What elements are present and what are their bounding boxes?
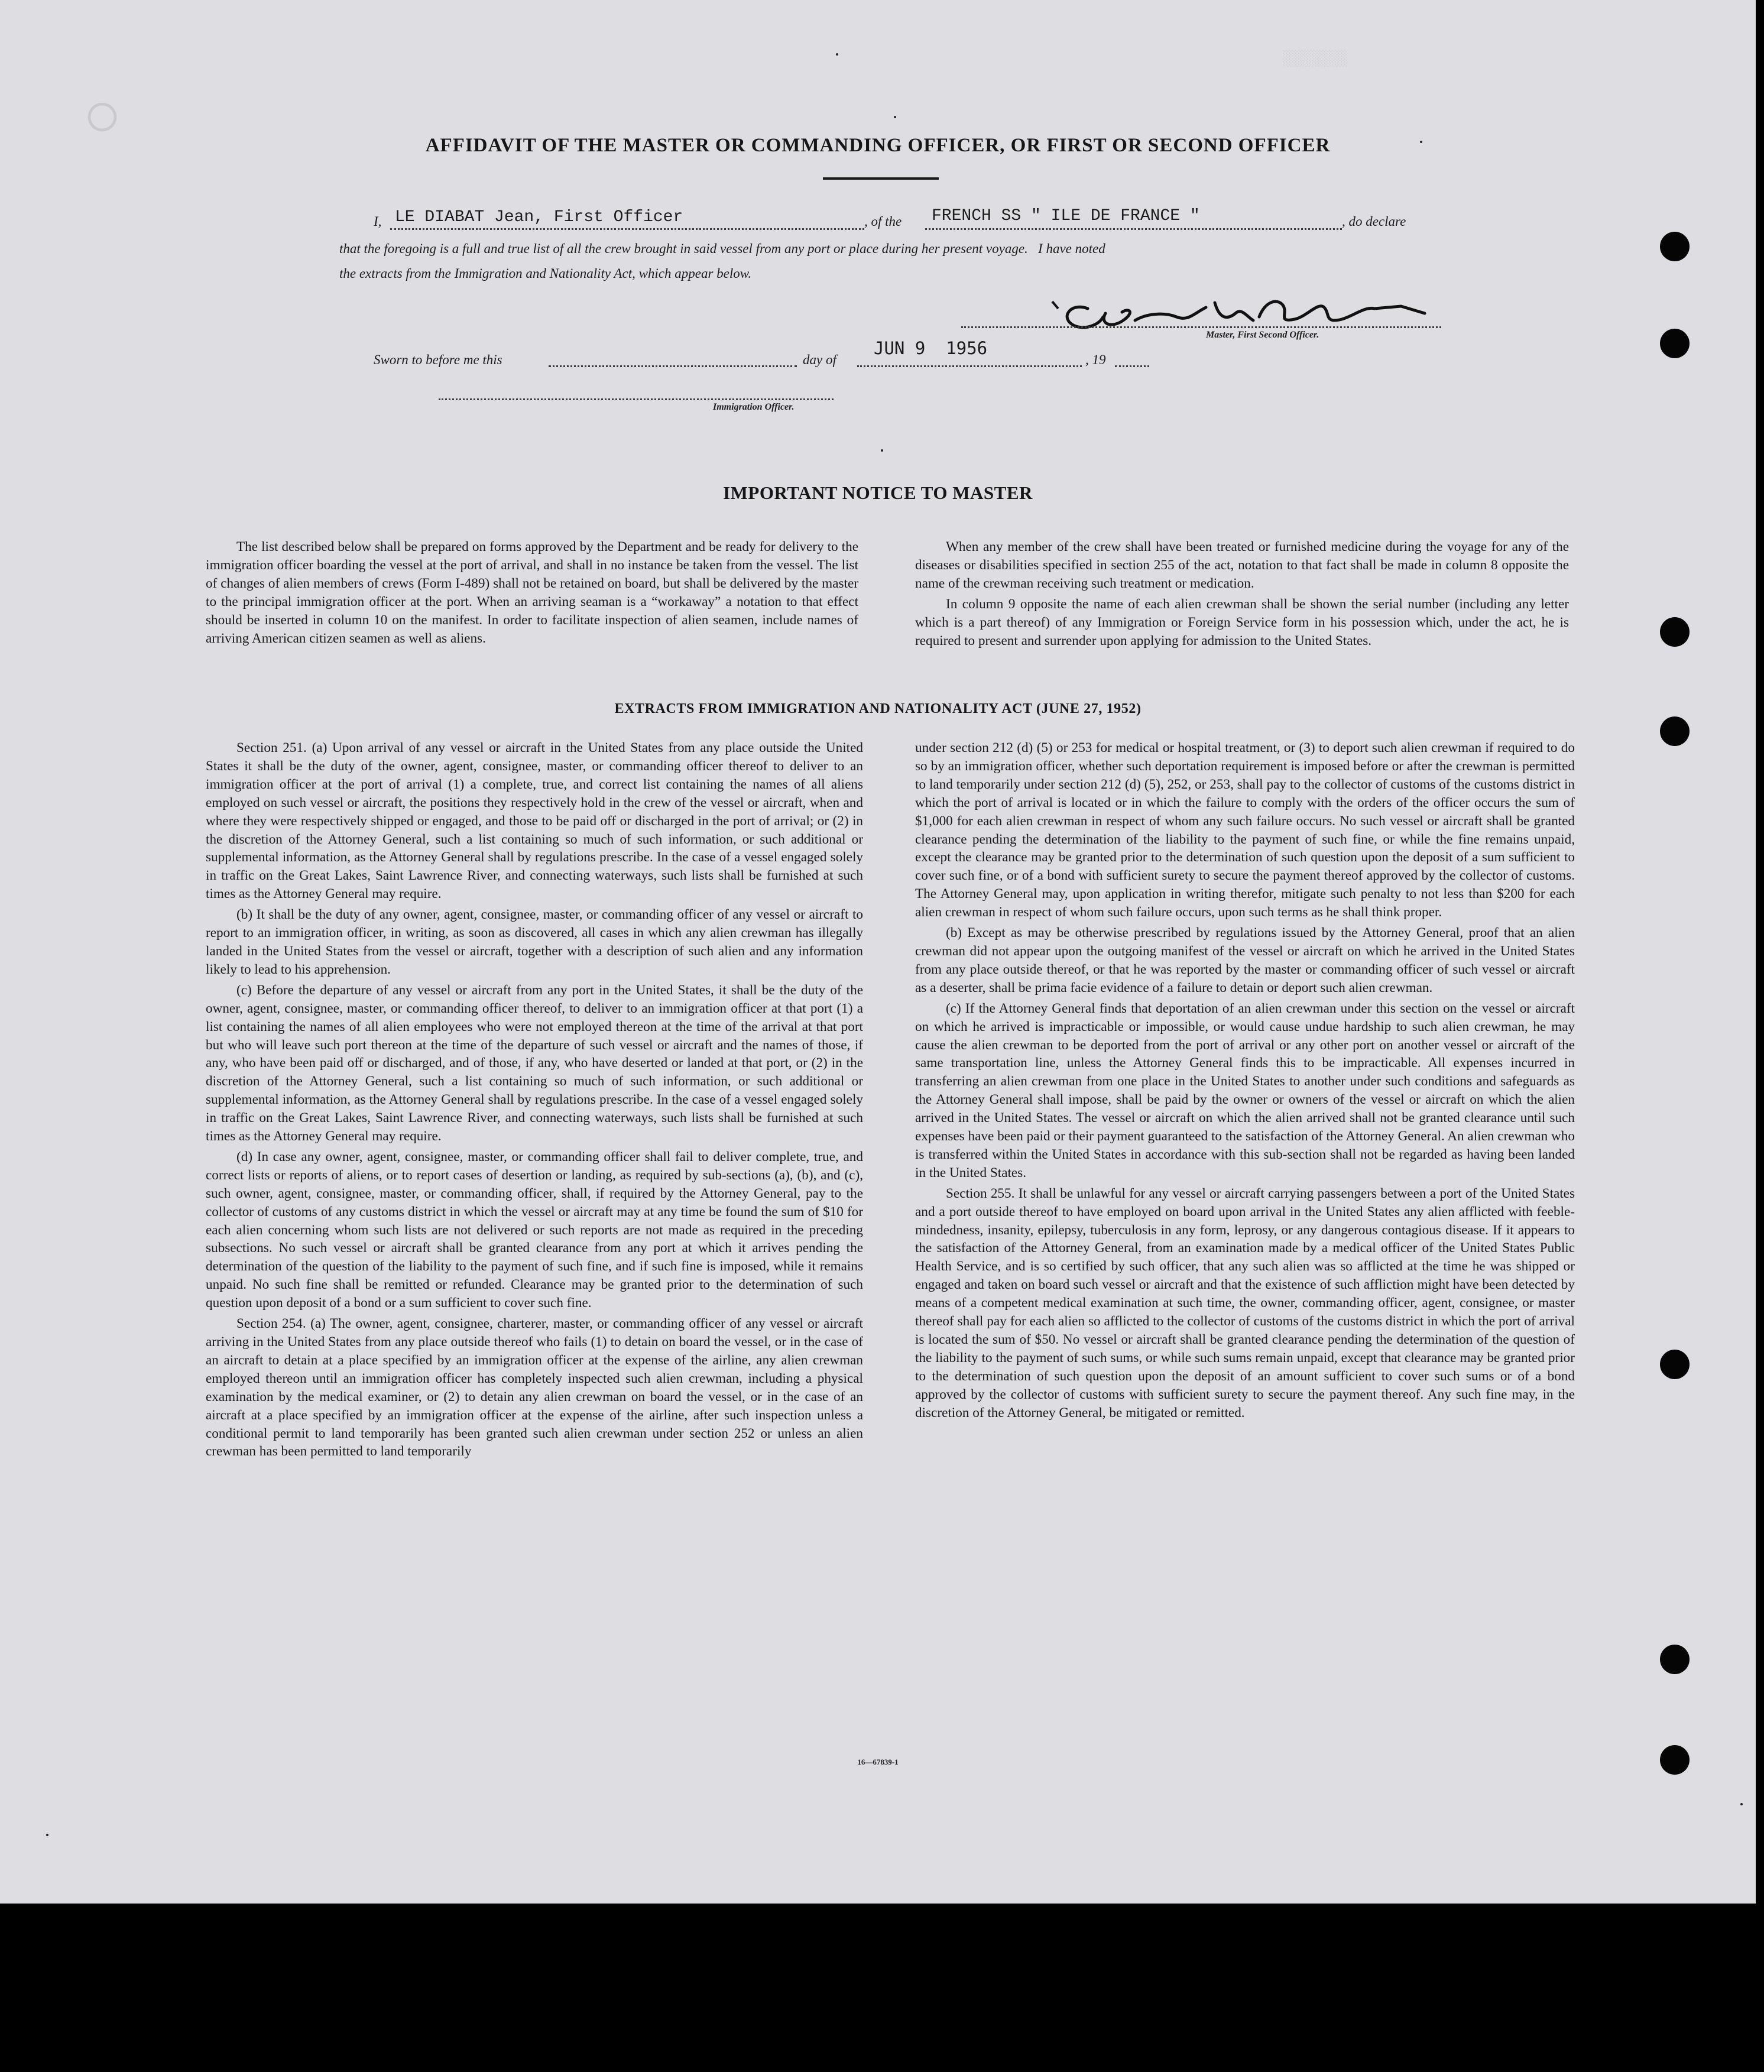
declaration-line-2: that the foregoing is a full and true list of all the crew brought in said vessel from any port or place during her present voyage. I have noted xyxy=(339,241,1105,256)
section-paragraph: under section 212 (d) (5) or 253 for medical or hospital treatment, or (3) to deport such alien crewman if required to do so by an immigration officer, whether such deportation requirement is imposed before or after the crewman is permitted to land temporarily under section 212 (d) (5), 252, or 253, shall pay to the collector of customs of the customs district in which the port of arrival is located or in which the failure to comply with the orders of the officer occurs the sum of $1,000 for each alien crewman in respect of whom any such failure occurs. No such vessel or aircraft shall be granted clearance pending the determination of the liability to the payment of such fine, or while the fine remains unpaid, except the clearance may be granted prior to the determination of such question upon the deposit of a sum sufficient to cover such fine, or of a bond with sufficient surety to secure the payment thereof approved by the collector of customs. The Attorney General may, upon application in writing therefor, mitigate such penalty to not less than $200 for each alien crewman in respect of whom such failure occurs, upon such terms as he shall think proper. xyxy=(915,740,1575,920)
section-paragraph: (b) It shall be the duty of any owner, agent, consignee, master, or commanding officer of any vessel or aircraft to report to an immigration officer, in writing, as soon as discovered, all cases in which any alien crewman has illegally landed in the United States from the vessel or aircraft, together with a description of such alien and any information likely to lead to his apprehension. xyxy=(206,907,863,977)
form-number: 16—67839-1 xyxy=(857,1758,899,1766)
bleed-through-mark: ░░░░░░░ xyxy=(1283,50,1348,67)
signer-caption: Master, First Second Officer. xyxy=(1206,330,1319,340)
notice-paragraph: The list described below shall be prepared on forms approved by the Department and be ready for delivery to the immigration officer boarding the vessel at the port of arrival, and shall in no instance be taken from the vessel. The list of changes of alien members of crews (Form I-489) shall not be retained on board, but shall be delivered by the master to the principal immigration officer at the port. When an arriving seaman is a “workaway” a notation to that effect should be inserted in column 10 on the manifest. In order to facilitate inspection of alien seamen, include names of arriving American citizen seamen as well as aliens. xyxy=(206,539,858,646)
declaration-of-the: , of the xyxy=(864,214,902,229)
declaration-do-declare: , do declare xyxy=(1342,214,1406,229)
dust-speck xyxy=(1420,141,1422,143)
notice-paragraph: In column 9 opposite the name of each alien crewman shall be shown the serial number (including any letter which is a part thereof) of any Immigration or Foreign Service form in his possession which, under the act, he is required to present and surrender upon applying for admission to the United States. xyxy=(915,596,1569,648)
affidavit-title: AFFIDAVIT OF THE MASTER OR COMMANDING OFFICER, OR FIRST OR SECOND OFFICER xyxy=(425,135,1331,156)
sworn-day-line xyxy=(549,365,797,367)
punch-hole xyxy=(1660,617,1690,647)
title-underline xyxy=(823,177,939,180)
immigration-officer-line xyxy=(439,398,834,400)
punch-hole xyxy=(1660,716,1690,746)
sworn-day-of: day of xyxy=(803,352,836,367)
section-paragraph: Section 254. (a) The owner, agent, consignee, charterer, master, or commanding officer of any vessel or aircraft arriving in the United States from any place outside thereof who fails (1) to detain on board the vessel, or in the case of an aircraft to detain at a place specified by an immigration officer at the expense of the airline, any alien crewman employed thereon until an immigration officer has completely inspected such alien crewman, including a physical examination by the medical examiner, or (2) to detain any alien crewman on board the vessel, or in the case of an aircraft at a place specified by an immigration officer at the expense of the airline, after such inspection unless a conditional permit to land temporarily has been granted such alien crewman under section 252 or unless an alien crewman has been permitted to land temporarily xyxy=(206,1316,863,1460)
extracts-right-column xyxy=(915,739,1575,1422)
dust-speck xyxy=(46,1834,48,1836)
declarant-line xyxy=(390,228,864,230)
notice-right-column xyxy=(915,538,1569,650)
section-paragraph: (b) Except as may be otherwise prescribed by regulations issued by the Attorney General, proof that an alien crewman did not appear upon the outgoing manifest of the vessel or aircraft on which he arrived in the United States from any place outside thereof, or that he was reported by the master or commanding officer of such vessel or aircraft as a deserter, shall be prima facie evidence of a failure to detain or deport such alien crewman. xyxy=(915,925,1575,996)
dust-speck xyxy=(894,116,896,118)
punch-hole xyxy=(1660,1645,1690,1674)
dust-speck xyxy=(881,449,883,452)
declaration-i: I, xyxy=(374,214,382,229)
notice-left-column xyxy=(206,538,858,647)
extracts-left-column xyxy=(206,739,863,1461)
vessel-name: FRENCH SS " ILE DE FRANCE " xyxy=(932,207,1200,225)
notice-paragraph: When any member of the crew shall have been treated or furnished medicine during the voyage for any of the diseases or disabilities specified in section 255 of the act, notation to that fact shall be made in column 8 opposite the name of the crewman receiving such treatment or medication. xyxy=(915,539,1569,591)
date-stamp: JUN 9 1956 xyxy=(874,338,988,358)
sworn-month-line xyxy=(857,365,1082,367)
section-paragraph: Section 251. (a) Upon arrival of any vessel or aircraft in the United States from any place outside the United States it shall be the duty of the owner, agent, consignee, master, or commanding officer thereof to deliver to an immigration officer at the port of arrival (1) a complete, true, and correct list containing the names of all aliens employed on such vessel or aircraft, the positions they respectively hold in the crew of the vessel or aircraft, when and where they were respectively shipped or engaged, and those to be paid off or discharged in the port of arrival; or (2) in the discretion of the Attorney General, such a list containing so much of such information, or such additional or supplemental information, as the Attorney General shall by regulations prescribe. In the case of a vessel engaged solely in traffic on the Great Lakes, Saint Lawrence River, and connecting waterways, such lists shall be furnished at such times as the Attorney General may require. xyxy=(206,740,863,902)
signature-line xyxy=(961,326,1441,328)
declaration-line-3: the extracts from the Immigration and Nationality Act, which appear below. xyxy=(339,266,752,281)
dust-speck xyxy=(836,53,838,56)
extracts-heading: EXTRACTS FROM IMMIGRATION AND NATIONALITY ACT (JUNE 27, 1952) xyxy=(614,701,1142,716)
declarant-name: LE DIABAT Jean, First Officer xyxy=(395,208,683,226)
sworn-year-prefix: , 19 xyxy=(1085,352,1106,367)
immigration-officer-caption: Immigration Officer. xyxy=(713,402,795,412)
sworn-label: Sworn to before me this xyxy=(374,352,502,367)
section-paragraph: Section 255. It shall be unlawful for any vessel or aircraft carrying passengers between a port of the United States and a port outside thereof to have employed on board upon arrival in the United States any alien afflicted with feeble-mindedness, insanity, epilepsy, tuberculosis in any form, leprosy, or any dangerous contagious disease. If it appears to the satisfaction of the Attorney General, from an examination made by a medical officer of the United States Public Health Service, and is so certified by such officer, that any such alien was so afflicted at the time he was shipped or engaged and taken on board such vessel or aircraft and that the existence of such affliction might have been detected by means of a competent medical examination at such time, the owner, commanding officer, agent, consignee, or master thereof shall pay for each alien so afflicted to the collector of customs of the customs district in which the port of arrival is located the sum of $50. No vessel or aircraft shall be granted clearance pending the determination of the question of the liability to the payment of such sums, or while such sums remain unpaid, except that clearance may be granted prior to the determination of such question upon the deposit of an amount sufficient to cover such sums or of a bond approved by the collector of customs with sufficient surety to secure the payment thereof. Any such fine may, in the discretion of the Attorney General, be mitigated or remitted. xyxy=(915,1185,1575,1421)
punch-hole xyxy=(1660,232,1690,261)
section-paragraph: (c) If the Attorney General finds that deportation of an alien crewman under this section on the vessel or aircraft on which he arrived is impracticable or impossible, or would cause undue hardship to such alien crewman, he may cause the alien crewman to be deported from the port of arrival or any other port on another vessel or aircraft of the same transportation line, unless the Attorney General finds this to be impracticable. All expenses incurred in transferring an alien crewman from one place in the United States to another under such conditions and safeguards as the Attorney General shall impose, shall be paid by the owner or owners of the vessel or aircraft on which the alien arrived in the United States. The vessel or aircraft on which the alien arrived shall not be granted clearance until such expenses have been paid or their payment guaranteed to the satisfaction of the Attorney General. An alien crewman who is transferred within the United States in accordance with this sub-section shall not be regarded as having been landed in the United States. xyxy=(915,1000,1575,1181)
punch-hole xyxy=(1660,329,1690,358)
punch-hole xyxy=(1660,1350,1690,1379)
vessel-line xyxy=(925,228,1342,230)
sworn-year-line xyxy=(1115,365,1149,367)
bleed-through-mark: ○ xyxy=(83,83,122,157)
dust-speck xyxy=(1740,1803,1743,1805)
section-paragraph: (c) Before the departure of any vessel or aircraft from any port in the United States, it shall be the duty of the owner, agent, consignee, master, or commanding officer thereof, to deliver to an immigration officer at that port (1) a list containing the names of all alien employees who were not employed thereon at the time of the arrival at that port but who will leave such port thereon at the time of the departure of such vessel or aircraft and the names of those, if any, who have been paid off or discharged, and of those, if any, who have deserted or landed at that port, or (2) in the discretion of the Attorney General, such a list containing so much of such information, or such additional or supplemental information, as the Attorney General shall by regulations prescribe. In the case of a vessel engaged solely in traffic on the Great Lakes, Saint Lawrence River, and connecting waterways, such lists shall be furnished at such times as the Attorney General may require. xyxy=(206,982,863,1144)
notice-heading: IMPORTANT NOTICE TO MASTER xyxy=(723,482,1033,503)
section-paragraph: (d) In case any owner, agent, consignee, master, or commanding officer shall fail to deliver complete, true, and correct lists or reports of aliens, or to report cases of desertion or landing, as required by sub-sections (a), (b), and (c), such owner, agent, consignee, master, or commanding officer, shall, if required by the Attorney General, pay to the collector of customs of any customs district in which the vessel or aircraft may at any time be found the sum of $10 for each alien concerning whom such lists are not delivered or such reports are not made as required in the preceding subsections. No such vessel or aircraft shall be granted clearance from any port at which it arrives pending the determination of the question of the liability to the payment of such fine, and if such fine is imposed, while it remains unpaid. No such fine shall be remitted or refunded. Clearance may be granted prior to the determination of such question upon deposit of a bond or a sum sufficient to cover such fine. xyxy=(206,1149,863,1311)
